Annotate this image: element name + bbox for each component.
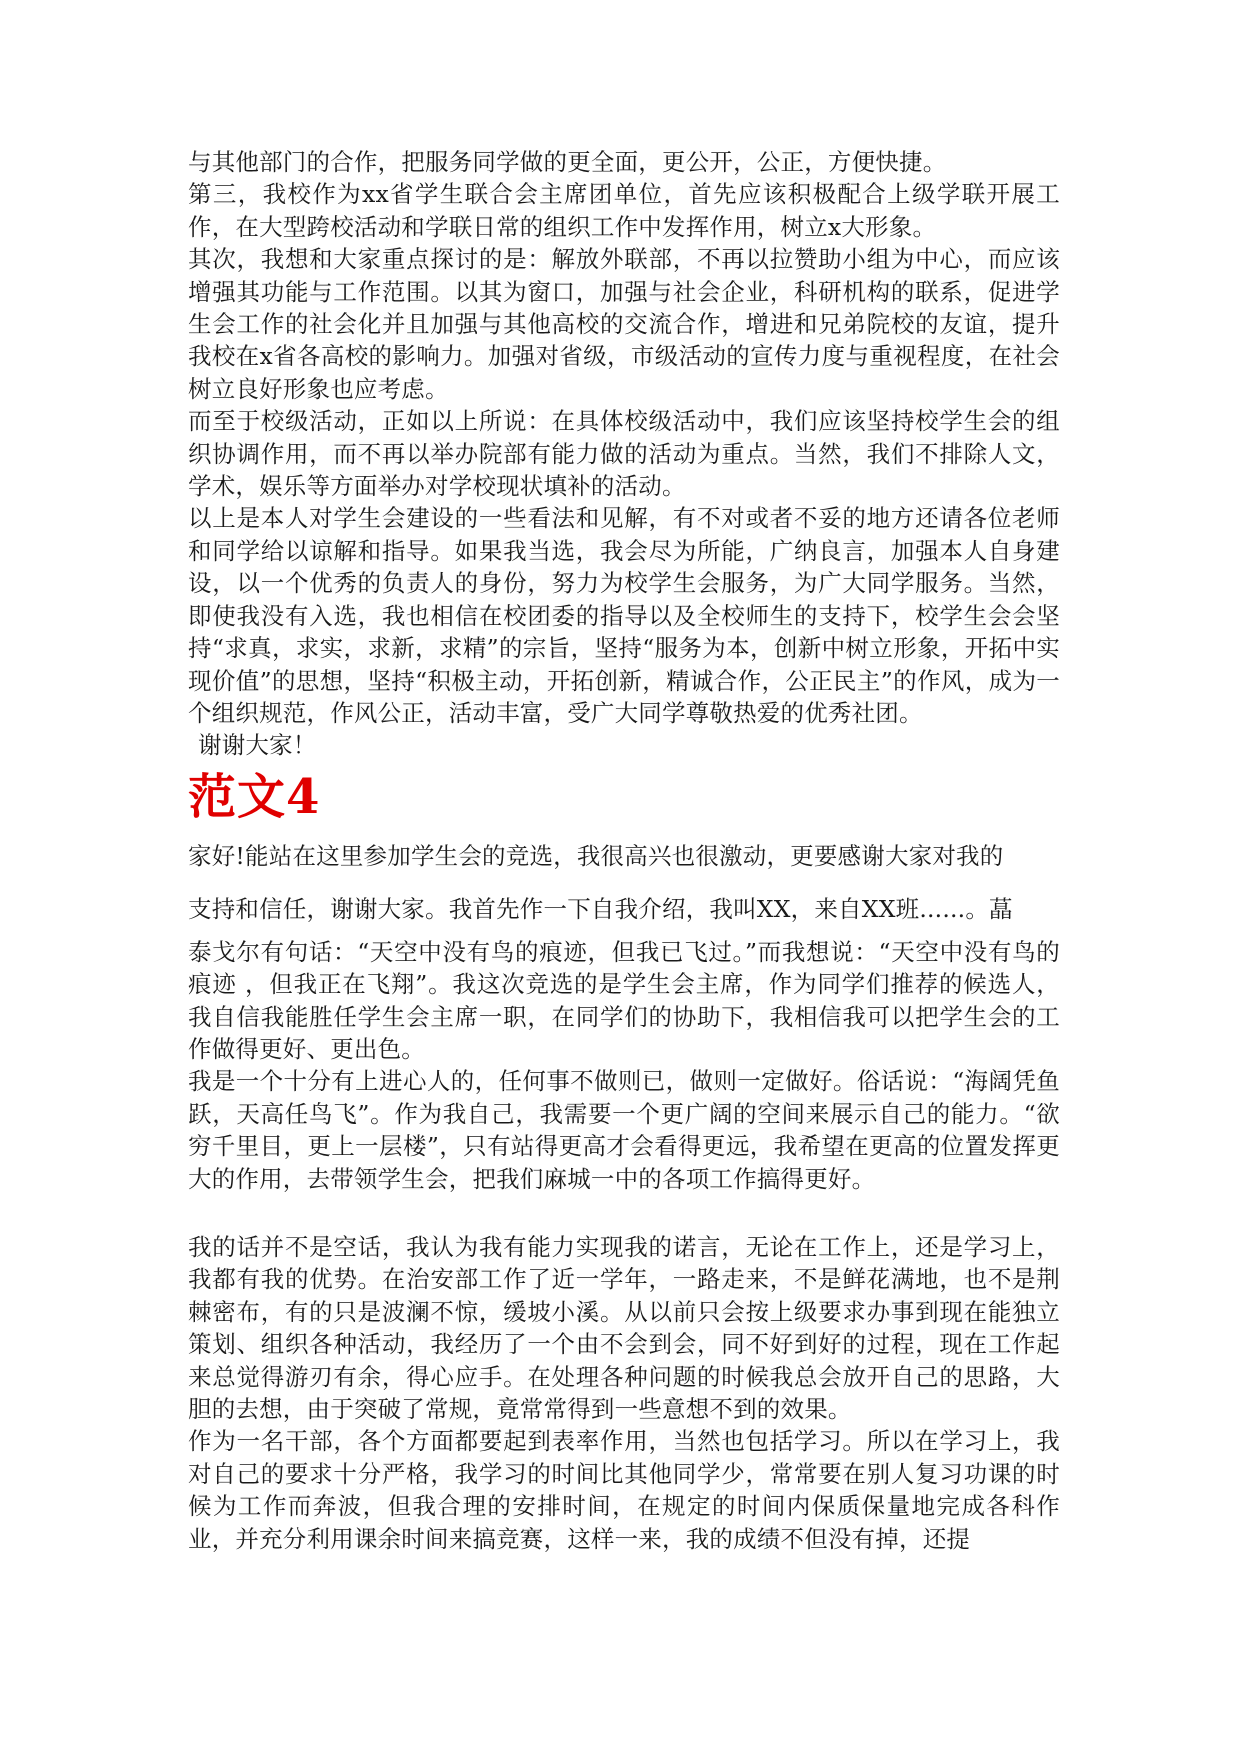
intro-line: 家好!能站在这里参加学生会的竞选，我很高兴也很激动，更要感谢大家对我的 (188, 841, 1004, 870)
thanks-line: 谢谢大家！ (198, 731, 317, 760)
paragraph: 泰戈尔有句话：“天空中没有鸟的痕迹，但我已飞过。”而我想说：“天空中没有鸟的痕迹 ，但我正在飞翔”。我这次竞选的是学生会主席，作为同学们推荐的候选人，我自信我能胜任学生会主席一职，在同学们的协助下，我相信我可以把学生会的工作做得更好、更出色。 (188, 937, 1060, 1063)
paragraph: 以上是本人对学生会建设的一些看法和见解，有不对或者不妥的地方还请各位老师和同学给以谅解和指导。如果我当选，我会尽为所能，广纳良言，加强本人自身建设，以一个优秀的负责人的身份，努力为校学生会服务，为广大同学服务。当然，即使我没有入选，我也相信在校团委的指导以及全校师生的支持下，校学生会会坚持“求真，求实，求新，求精”的宗旨，坚持“服务为本，创新中树立形象，开拓中实现价值”的思想，坚持“积极主动，开拓创新，精诚合作，公正民主”的作风，成为一个组织规范，作风公正，活动丰富，受广大同学尊敬热爱的优秀社团。 (188, 504, 1060, 727)
paragraph: 作为一名干部，各个方面都要起到表率作用，当然也包括学习。所以在学习上，我对自己的要求十分严格，我学习的时间比其他同学少，常常要在别人复习功课的时候为工作而奔波，但我合理的安排时间，在规定的时间内保质保量地完成各科作业，并充分利用课余时间来搞竞赛，这样一来，我的成绩不但没有掉，还提 (188, 1427, 1060, 1553)
paragraph: 其次，我想和大家重点探讨的是：解放外联部，不再以拉赞助小组为中心，而应该增强其功能与工作范围。以其为窗口，加强与社会企业，科研机构的联系，促进学生会工作的社会化并且加强与其他高校的交流合作，增进和兄弟院校的友谊，提升我校在x省各高校的影响力。加强对省级，市级活动的宣传力度与重视程度，在社会树立良好形象也应考虑。 (188, 245, 1060, 403)
paragraph: 我是一个十分有上进心人的，任何事不做则已，做则一定做好。俗话说：“海阔凭鱼跃，天高任鸟飞”。作为我自己，我需要一个更广阔的空间来展示自己的能力。“欲穷千里目，更上一层楼”，只有站得更高才会看得更远，我希望在更高的位置发挥更大的作用，去带领学生会，把我们麻城一中的各项工作搞得更好。 (188, 1067, 1060, 1193)
paragraph: 我的话并不是空话，我认为我有能力实现我的诺言，无论在工作上，还是学习上，我都有我的优势。在治安部工作了近一学年，一路走来，不是鲜花满地，也不是荆棘密布，有的只是波澜不惊，缓坡小溪。从以前只会按上级要求办事到现在能独立策划、组织各种活动，我经历了一个由不会到会，同不好到好的过程，现在工作起来总觉得游刃有余，得心应手。在处理各种问题的时候我总会放开自己的思路，大胆的去想，由于突破了常规，竟常常得到一些意想不到的效果。 (188, 1232, 1060, 1423)
paragraph: 而至于校级活动，正如以上所说：在具体校级活动中，我们应该坚持校学生会的组织协调作用，而不再以举办院部有能力做的活动为重点。当然，我们不排除人文，学术，娱乐等方面举办对学校现状填补的活动。 (188, 407, 1060, 501)
paragraph-gap (188, 1195, 1060, 1231)
paragraph: 与其他部门的合作，把服务同学做的更全面，更公开，公正，方便快捷。 (188, 148, 947, 176)
section-heading: 范文4 (188, 768, 321, 825)
document-body (188, 146, 1060, 1555)
intro-line: 支持和信任，谢谢大家。我首先作一下自我介绍，我叫XX，来自XX班......。蕌 (188, 894, 1013, 923)
paragraph: 第三，我校作为xx省学生联合会主席团单位，首先应该积极配合上级学联开展工作，在大型跨校活动和学联日常的组织工作中发挥作用，树立x大形象。 (188, 180, 1060, 241)
